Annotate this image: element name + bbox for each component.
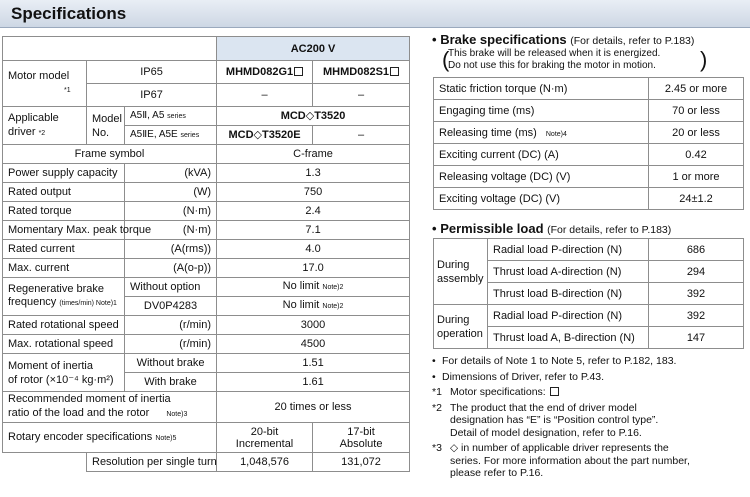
spec-row-value: 3000 [217, 316, 410, 335]
ip65-model-b: MHMD082S1 [313, 61, 410, 84]
spec-row-value: 7.1 [217, 221, 410, 240]
load-row-label: Thrust load B-direction (N) [488, 283, 649, 305]
brake-row-label: Releasing time (ms) Note)4 [434, 122, 649, 144]
checkbox-square-icon [550, 387, 559, 396]
frame-symbol-label: Frame symbol [3, 145, 217, 164]
encoder-type-a: 20-bit Incremental [217, 423, 313, 453]
spec-row-unit: (kVA) [125, 164, 217, 183]
spec-row-label: Rated output [3, 183, 125, 202]
ip67-model-b: – [313, 84, 410, 107]
note-star3: *3 ◇ in number of applicable driver represents the series. For more information about the part number, please refer to P.16. [432, 442, 690, 479]
checkbox-square-icon [294, 67, 303, 76]
spec-row-value: 750 [217, 183, 410, 202]
checkbox-square-icon [390, 67, 399, 76]
encoder-type-b: 17-bit Absolute [313, 423, 410, 453]
brake-table [433, 77, 744, 210]
spec-row-label: Momentary Max. peak torque [3, 221, 125, 240]
note-star2: *2 The product that the end of driver model designation has “E” is “Position control type”. Detail of model designation, refer to P.16. [432, 401, 659, 439]
spec-row-unit: (N·m) [125, 221, 217, 240]
note-line: • Dimensions of Driver, refer to P.43. [432, 370, 605, 383]
load-section-title: • Permissible load (For details, refer to P.183) [432, 221, 672, 236]
brake-row-label: Static friction torque (N·m) [434, 78, 649, 100]
spec-row-label: Rated torque [3, 202, 125, 221]
driver-series-a5e: A5ⅡE, A5E series [125, 126, 217, 145]
spec-row-unit: (A(rms)) [125, 240, 217, 259]
motor-model-label: Motor model *1 [3, 61, 87, 107]
load-row-value: 294 [649, 261, 744, 283]
specifications-table [2, 36, 410, 472]
voltage-header: AC200 V [217, 37, 410, 61]
brake-row-value: 20 or less [649, 122, 744, 144]
spec-row-value: 4500 [217, 335, 410, 354]
load-row-value: 392 [649, 305, 744, 327]
load-row-value: 392 [649, 283, 744, 305]
driver-series-a5: A5Ⅱ, A5 series [125, 107, 217, 126]
load-row-label: Thrust load A, B-direction (N) [488, 327, 649, 349]
inertia-label: Moment of inertia of rotor (×10⁻⁴ kg·m²) [3, 354, 125, 392]
regen-option-value: No limit Note)2 [217, 297, 410, 316]
note-star1: *1 Motor specifications: [432, 386, 744, 399]
inertia-option-label: Without brake [125, 354, 217, 373]
spec-row-unit: (N·m) [125, 202, 217, 221]
spec-row-unit: (A(o-p)) [125, 259, 217, 278]
spec-row-label: Rated current [3, 240, 125, 259]
spec-row-value: 1.3 [217, 164, 410, 183]
page-title: Specifications [11, 4, 127, 23]
encoder-res-blank [3, 453, 87, 472]
spec-row-value: 2.4 [217, 202, 410, 221]
spec-header-blank [3, 37, 217, 61]
brake-row-value: 2.45 or more [649, 78, 744, 100]
spec-row-unit: (W) [125, 183, 217, 202]
inertia-option-value: 1.61 [217, 373, 410, 392]
ip67-model-a: – [217, 84, 313, 107]
driver-model-a5e-b: – [313, 126, 410, 145]
load-row-label: Radial load P-direction (N) [488, 305, 649, 327]
spec-row-unit: (r/min) [125, 335, 217, 354]
load-row-value: 686 [649, 239, 744, 261]
brake-row-value: 1 or more [649, 166, 744, 188]
spec-row-label: Max. current [3, 259, 125, 278]
ip67-label: IP67 [87, 84, 217, 107]
note-line: • For details of Note 1 to Note 5, refer to P.182, 183. [432, 355, 677, 367]
driver-model-a5e: MCD◇T3520E [217, 126, 313, 145]
ip65-label: IP65 [87, 61, 217, 84]
load-row-value: 147 [649, 327, 744, 349]
resolution-b: 131,072 [313, 453, 410, 472]
brake-section-title: • Brake specifications (For details, refer to P.183) [432, 32, 695, 47]
regen-option-value: No limit Note)2 [217, 278, 410, 297]
brake-note: ( This brake will be released when it is energized. Do not use this for braking the motor in motion. ) [432, 48, 744, 74]
during-operation-label: During operation [434, 305, 488, 349]
applicable-driver-label: Applicable driver *2 [3, 107, 87, 145]
spec-row-label: Max. rotational speed [3, 335, 125, 354]
load-table [433, 238, 744, 349]
inertia-option-value: 1.51 [217, 354, 410, 373]
brake-row-label: Exciting current (DC) (A) [434, 144, 649, 166]
during-assembly-label: During assembly [434, 239, 488, 305]
brake-row-value: 24±1.2 [649, 188, 744, 210]
encoder-label: Rotary encoder specifications Note)5 [3, 423, 217, 453]
recommended-ratio-label: Recommended moment of inertia ratio of the load and the rotor Note)3 [3, 392, 217, 423]
brake-row-value: 0.42 [649, 144, 744, 166]
spec-row-value: 17.0 [217, 259, 410, 278]
footnotes [432, 355, 744, 480]
regen-option-label: DV0P4283 [125, 297, 217, 316]
spec-row-unit: (r/min) [125, 316, 217, 335]
recommended-ratio-value: 20 times or less [217, 392, 410, 423]
brake-row-label: Engaging time (ms) [434, 100, 649, 122]
resolution-a: 1,048,576 [217, 453, 313, 472]
resolution-label: Resolution per single turn [87, 453, 217, 472]
spec-row-label: Power supply capacity [3, 164, 125, 183]
brake-note-line2: Do not use this for braking the motor in motion. [448, 60, 656, 71]
load-row-label: Radial load P-direction (N) [488, 239, 649, 261]
right-panel [432, 32, 744, 480]
driver-model-a5: MCD◇T3520 [217, 107, 410, 126]
brake-row-label: Releasing voltage (DC) (V) [434, 166, 649, 188]
regen-brake-label: Regenerative brake frequency (times/min) Note)1 [3, 278, 125, 316]
brake-row-value: 70 or less [649, 100, 744, 122]
frame-symbol-value: C-frame [217, 145, 410, 164]
model-no-label: Model No. [87, 107, 125, 145]
spec-row-label: Rated rotational speed [3, 316, 125, 335]
spec-row-value: 4.0 [217, 240, 410, 259]
brake-note-line1: This brake will be released when it is energized. [448, 48, 661, 59]
load-row-label: Thrust load A-direction (N) [488, 261, 649, 283]
brake-row-label: Exciting voltage (DC) (V) [434, 188, 649, 210]
regen-option-label: Without option [125, 278, 217, 297]
ip65-model-a: MHMD082G1 [217, 61, 313, 84]
inertia-option-label: With brake [125, 373, 217, 392]
header-bar [0, 0, 750, 28]
